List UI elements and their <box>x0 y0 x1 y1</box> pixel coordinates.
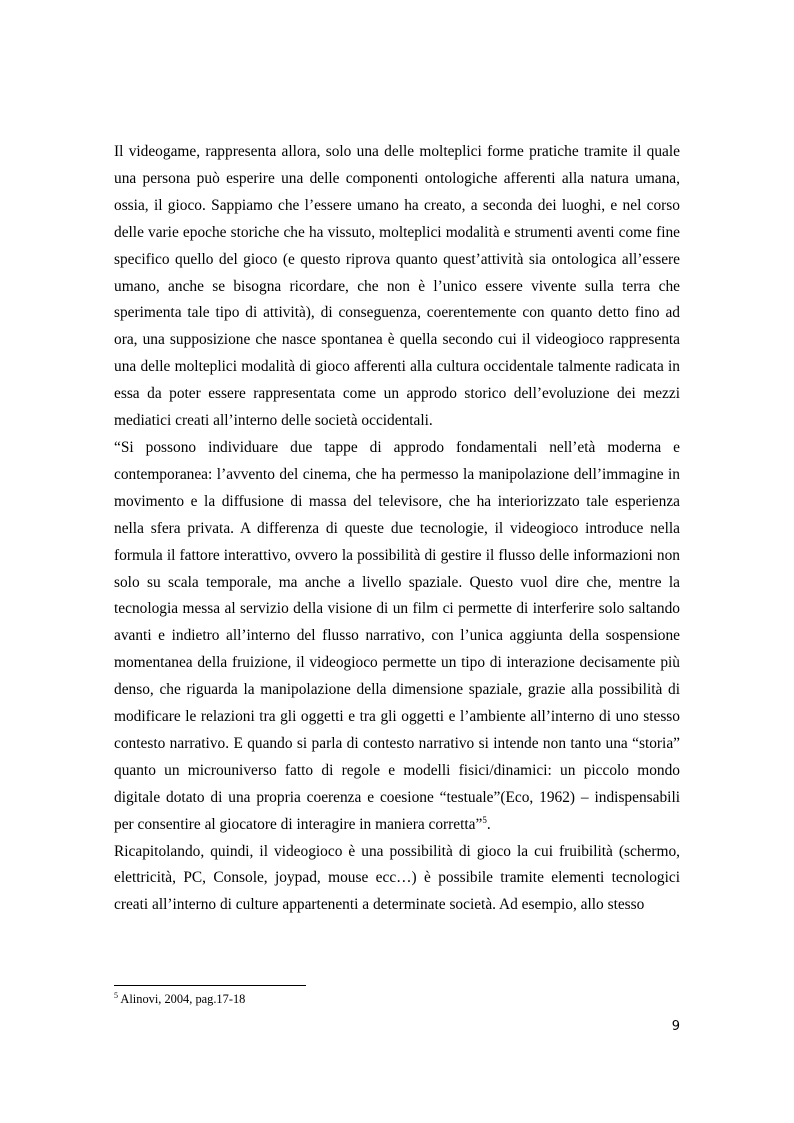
quotation-end: . <box>486 815 491 833</box>
main-text <box>114 139 680 919</box>
paragraph-recap: Ricapitolando, quindi, il videogioco è una possibilità di gioco la cui fruibilità (schermo, elettricità, PC, Console, joypad, mouse ecc…) è possibile tramite elementi tecnologici creati all’interno di culture appartenenti a determinate società. Ad esempio, allo stesso <box>114 842 680 914</box>
quotation-text: “Si possono individuare due tappe di approdo fondamentali nell’età moderna e contemporanea: l’avvento del cinema, che ha permesso la manipolazione dell’immagine in movimento e la diffusione di massa del televisore, che ha interiorizzato tale esperienza nella sfera privata. A differenza di queste due tecnologie, il videogioco introduce nella formula il fattore interattivo, ovvero la possibilità di gestire il flusso delle informazioni non solo su scala temporale, ma anche a livello spaziale. Questo vuol dire che, mentre la tecnologia messa al servizio della visione di un film ci permette di interferire solo saltando avanti e indietro all’interno del flusso narrativo, con l’unica aggiunta della sospensione momentanea della fruizione, il videogioco permette un tipo di interazione decisamente più denso, che riguarda la manipolazione della dimensione spaziale, grazie alla possibilità di modificare le relazioni tra gli oggetti e tra gli oggetti e l’ambiente all’interno di uno stesso contesto narrativo. E quando si parla di contesto narrativo si intende non tanto una “storia” quanto un microuniverso fatto di regole e modelli fisici/dinamici: un piccolo mondo digitale dotato di una propria coerenza e coesione “testuale”(Eco, 1962) – indispensabili per consentire al giocatore di interagire in maniera corretta” <box>114 438 680 833</box>
paragraph-videogame-intro: Il videogame, rappresenta allora, solo una delle molteplici forme pratiche tramite il quale una persona può esperire una delle componenti ontologiche afferenti alla natura umana, ossia, il gioco. Sappiamo che l’essere umano ha creato, a seconda dei luoghi, e nel corso delle varie epoche storiche che ha vissuto, molteplici modalità e strumenti aventi come fine specifico quello del gioco (e questo riprova quanto quest’attività sia ontologica all’essere umano, anche se bisogna ricordare, che non è l’unico essere vivente sulla terra che sperimenta tale tipo di attività), di conseguenza, coerentemente con quanto detto fino ad ora, una supposizione che nasce spontanea è quella secondo cui il videogioco rappresenta una delle molteplici modalità di gioco afferenti alla cultura occidentale talmente radicata in essa da poter essere rappresentata come un approdo storico dell’evoluzione dei mezzi mediatici creati all’interno delle società occidentali. <box>114 143 680 430</box>
paragraph-quotation <box>114 435 680 839</box>
page-number: 9 <box>671 1019 680 1034</box>
footnote <box>114 991 245 1007</box>
footnote-divider <box>114 985 306 986</box>
footnote-reference: 5 <box>482 814 487 825</box>
footnote-text: Alinovi, 2004, pag.17-18 <box>118 992 246 1006</box>
footnote-marker: 5 <box>114 990 118 1000</box>
